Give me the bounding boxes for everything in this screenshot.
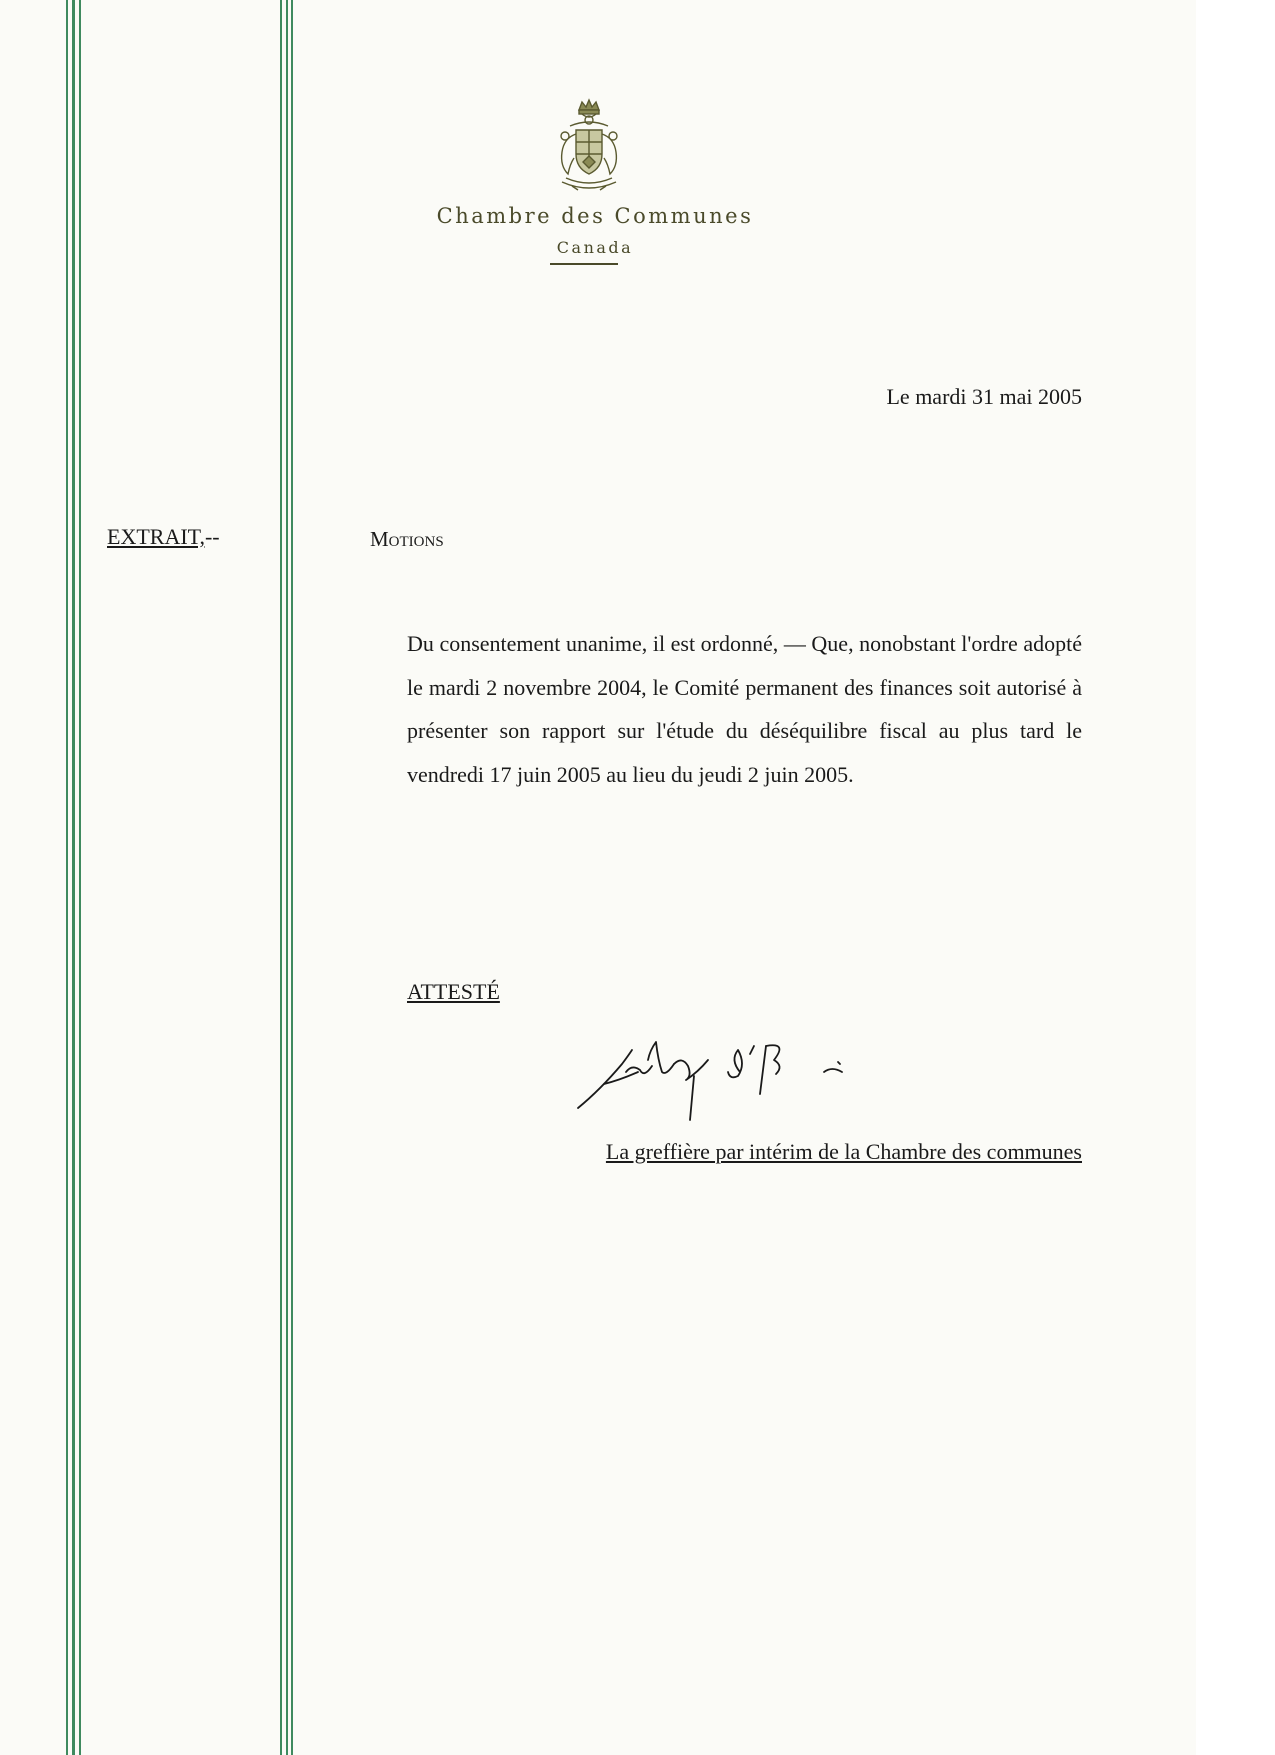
canada-coat-of-arms-icon [552, 98, 626, 194]
attestation-label: ATTESTÉ [407, 979, 500, 1004]
document-date: Le mardi 31 mai 2005 [886, 384, 1082, 409]
motion-paragraph: Du consentement unanime, il est ordonné, — Que, nonobstant l'ordre adopté le mardi 2 novembre 2004, le Comité permanent des finances soit autorisé à présenter son rapport sur l'étude du déséquilibre fiscal au plus tard le vendredi 17 juin 2005 au lieu du jeudi 2 juin 2005. [407, 631, 1082, 787]
left-border-line [66, 0, 68, 1755]
signer-title: La greffière par intérim de la Chambre des communes [605, 1139, 1082, 1164]
extract-label [107, 524, 220, 550]
handwritten-signature [570, 1020, 950, 1130]
left-border-line [72, 0, 75, 1755]
letterhead-divider [550, 263, 618, 265]
scan-margin [1196, 0, 1275, 1755]
left-border-line [79, 0, 81, 1755]
country-name: Canada [556, 238, 634, 257]
house-name: Chambre des Communes [436, 204, 754, 228]
section-heading: Motions [370, 527, 444, 551]
extract-label-text: EXTRAIT, [107, 524, 205, 549]
margin-border-line [280, 0, 282, 1755]
margin-border-line [286, 0, 288, 1755]
extract-label-suffix: -- [204, 524, 220, 549]
margin-border-line [291, 0, 293, 1755]
